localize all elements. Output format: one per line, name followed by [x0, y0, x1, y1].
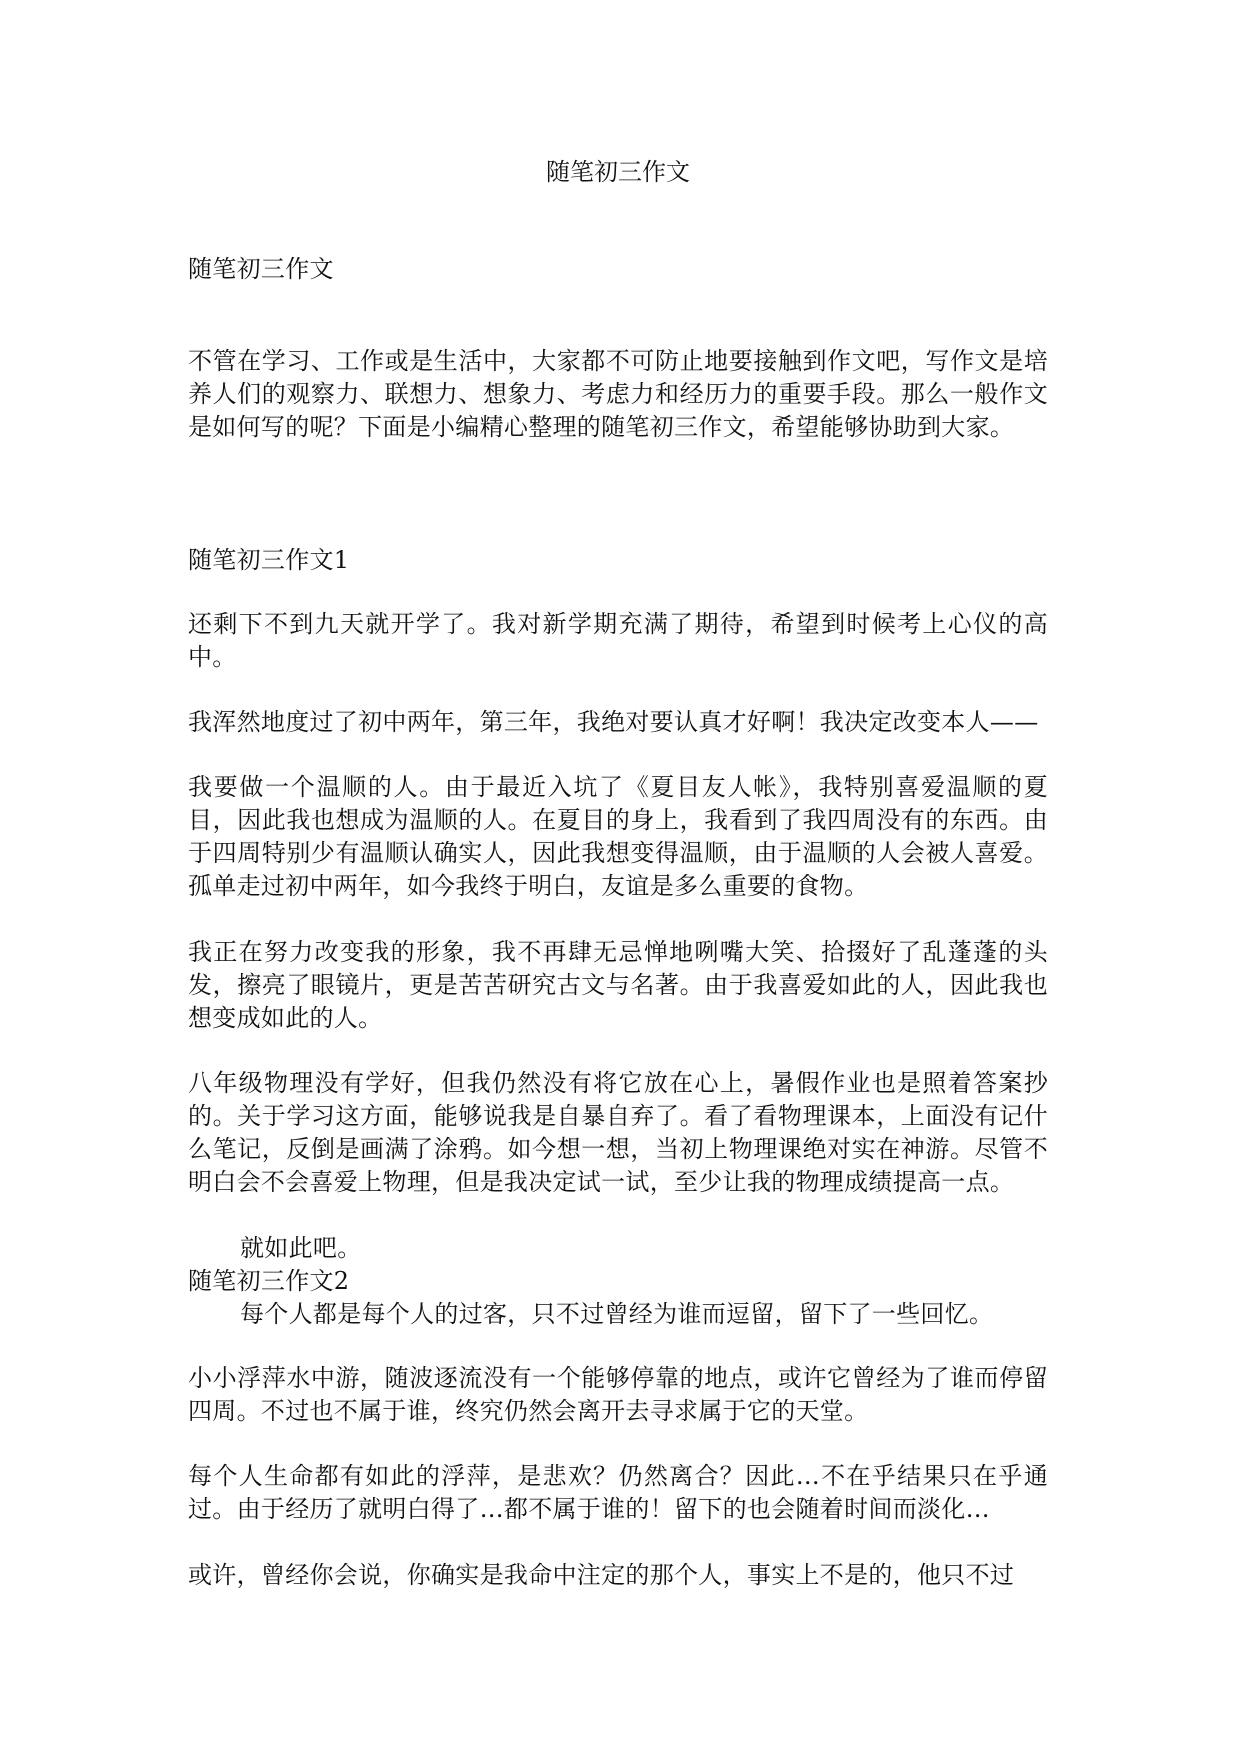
document-title: 随笔初三作文 [546, 158, 690, 186]
essay1-paragraph-6: 就如此吧。 [240, 1234, 362, 1262]
essay1-paragraph-2: 我浑然地度过了初中两年，第三年，我绝对要认真才好啊！我决定改变本人—— [188, 708, 1039, 736]
intro-paragraph: 不管在学习、工作或是生活中，大家都不可防止地要接触到作文吧，写作文是培养人们的观察力、联想力、想象力、考虑力和经历力的重要手段。那么一般作文是如何写的呢？下面是小编精心整理的随笔初三作文，希望能够协助到大家。 [188, 347, 1048, 441]
essay2-paragraph-1: 每个人都是每个人的过客，只不过曾经为谁而逗留，留下了一些回忆。 [240, 1300, 994, 1328]
essay2-paragraph-2: 小小浮萍水中游，随波逐流没有一个能够停靠的地点，或许它曾经为了谁而停留四周。不过也不属于谁，终究仍然会离开去寻求属于它的天堂。 [188, 1364, 1048, 1425]
essay1-paragraph-5: 八年级物理没有学好，但我仍然没有将它放在心上，暑假作业也是照着答案抄的。关于学习这方面，能够说我是自暴自弃了。看了看物理课本，上面没有记什么笔记，反倒是画满了涂鸦。如今想一想，当初上物理课绝对实在神游。尽管不明白会不会喜爱上物理，但是我决定试一试，至少让我的物理成绩提高一点。 [188, 1069, 1048, 1196]
essay1-paragraph-1: 还剩下不到九天就开学了。我对新学期充满了期待，希望到时候考上心仪的高中。 [188, 610, 1048, 671]
essay1-paragraph-3: 我要做一个温顺的人。由于最近入坑了《夏目友人帐》，我特别喜爱温顺的夏目，因此我也想成为温顺的人。在夏目的身上，我看到了我四周没有的东西。由于四周特别少有温顺认确实人，因此我想变得温顺，由于温顺的人会被人喜爱。孤单走过初中两年，如今我终于明白，友谊是多么重要的食物。 [188, 773, 1048, 900]
essay2-paragraph-3: 每个人生命都有如此的浮萍，是悲欢？仍然离合？因此…不在乎结果只在乎通过。由于经历了就明白得了…都不属于谁的！留下的也会随着时间而淡化… [188, 1462, 1048, 1523]
document-subtitle: 随笔初三作文 [188, 255, 334, 283]
essay2-paragraph-4: 或许，曾经你会说，你确实是我命中注定的那个人，事实上不是的，他只不过 [188, 1561, 1015, 1589]
essay1-heading: 随笔初三作文1 [188, 546, 350, 574]
essay1-paragraph-4: 我正在努力改变我的形象，我不再肆无忌惮地咧嘴大笑、拾掇好了乱蓬蓬的头发，擦亮了眼镜片，更是苦苦研究古文与名著。由于我喜爱如此的人，因此我也想变成如此的人。 [188, 938, 1048, 1032]
essay2-heading: 随笔初三作文2 [188, 1267, 350, 1295]
